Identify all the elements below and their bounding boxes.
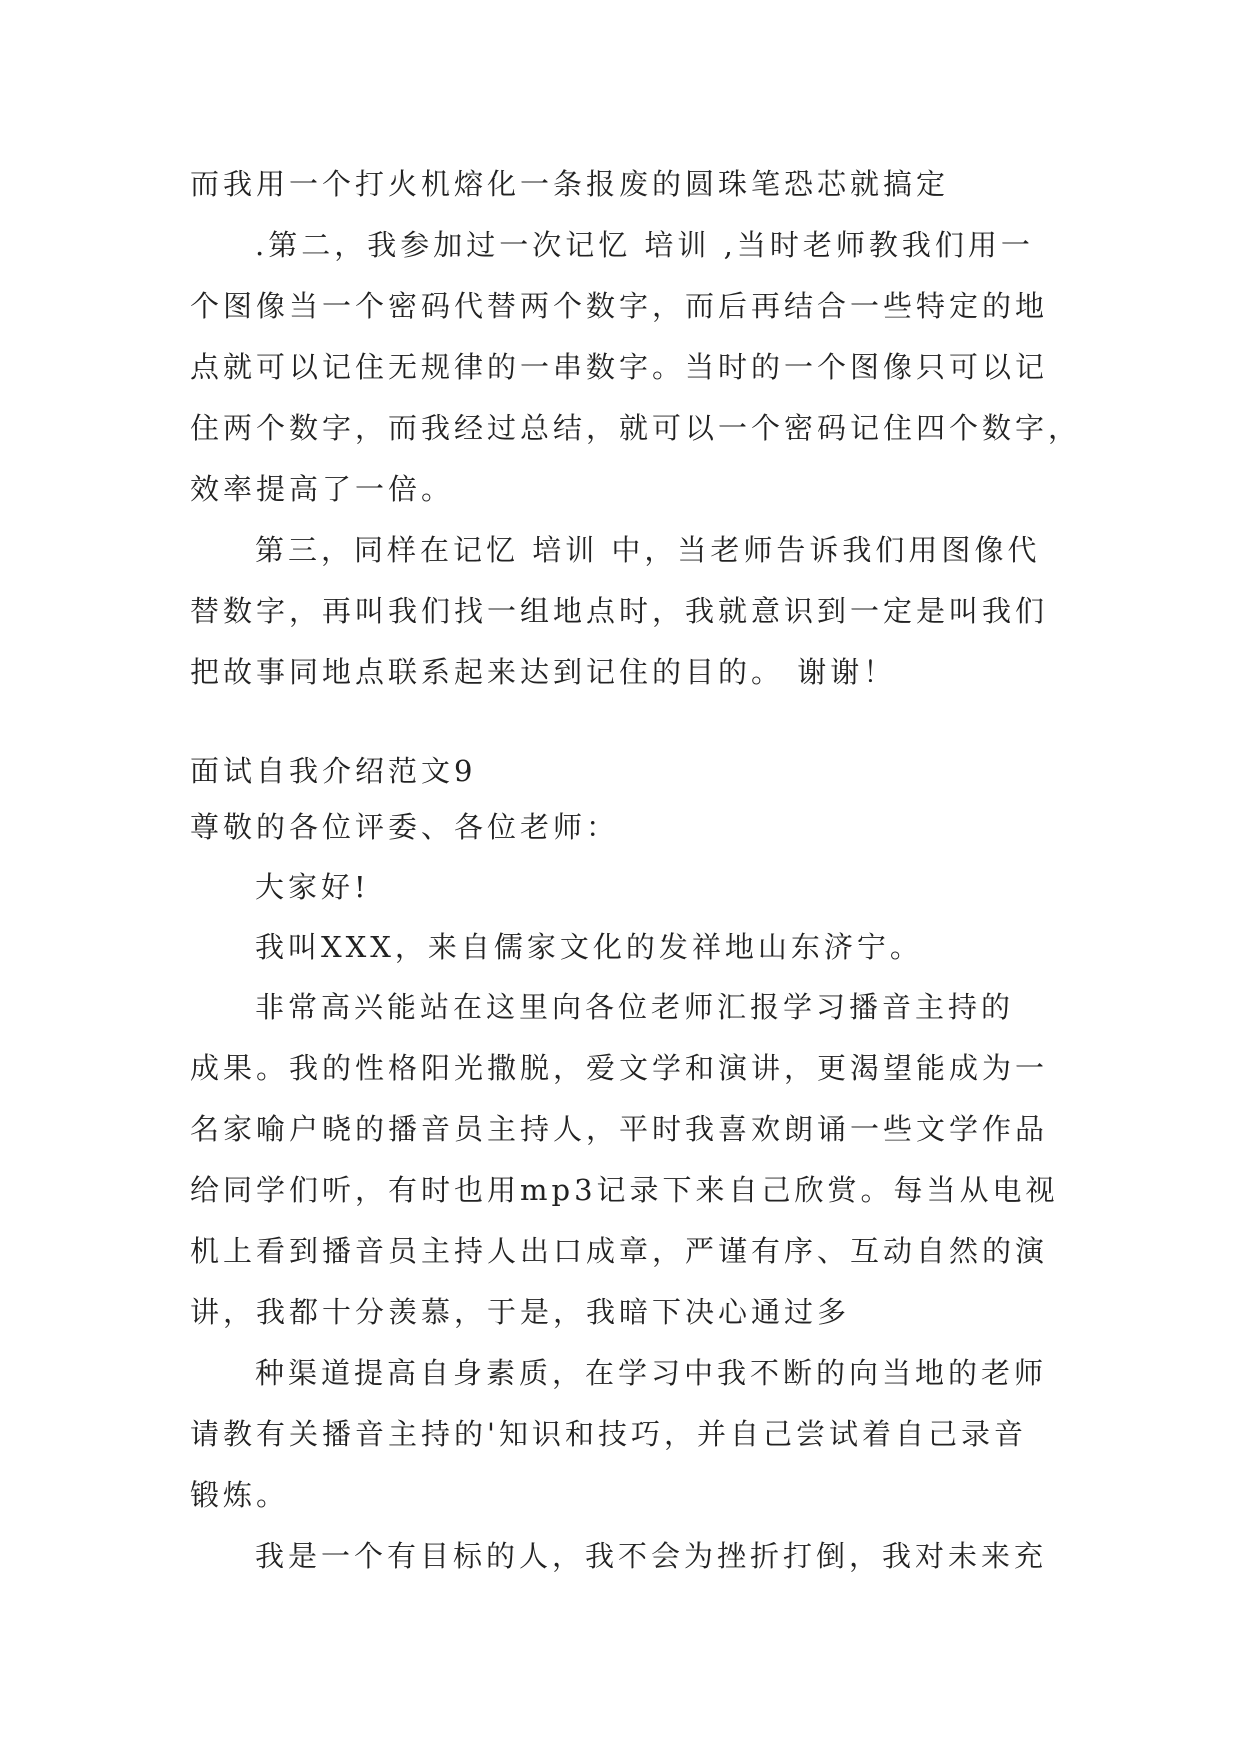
salutation: 尊敬的各位评委、各位老师：	[190, 810, 620, 844]
text-line: 锻炼。	[190, 1478, 290, 1512]
text-line: 住两个数字，而我经过总结，就可以一个密码记住四个数字，	[190, 411, 1082, 445]
text-line: 点就可以记住无规律的一串数字。当时的一个图像只可以记	[190, 350, 1049, 384]
text-line: 效率提高了一倍。	[190, 472, 455, 506]
text-line: 非常高兴能站在这里向各位老师汇报学习播音主持的	[255, 990, 1015, 1024]
text-line: 我是一个有目标的人，我不会为挫折打倒，我对未来充	[255, 1539, 1048, 1573]
text-line: 请教有关播音主持的'知识和技巧，并自己尝试着自己录音	[190, 1417, 1027, 1451]
section-heading: 面试自我介绍范文9	[190, 754, 477, 788]
text-line: 成果。我的性格阳光撒脱，爱文学和演讲，更渴望能成为一	[190, 1051, 1049, 1085]
text-line: 讲，我都十分羡慕，于是，我暗下决心通过多	[190, 1295, 851, 1329]
text-line: 机上看到播音员主持人出口成章，严谨有序、互动自然的演	[190, 1234, 1049, 1268]
text-line: 种渠道提高自身素质，在学习中我不断的向当地的老师	[255, 1356, 1048, 1390]
text-line: 替数字，再叫我们找一组地点时，我就意识到一定是叫我们	[190, 594, 1049, 628]
text-line: 而我用一个打火机熔化一条报废的圆珠笔恐芯就搞定	[190, 167, 950, 201]
text-line: 个图像当一个密码代替两个数字，而后再结合一些特定的地	[190, 289, 1049, 323]
text-line: 我叫XXX，来自儒家文化的发祥地山东济宁。	[255, 930, 923, 964]
text-line: 把故事同地点联系起来达到记住的目的。 谢谢！	[190, 655, 897, 689]
text-line: 第三，同样在记忆 培训 中，当老师告诉我们用图像代	[255, 533, 1041, 567]
text-line: 名家喻户晓的播音员主持人，平时我喜欢朗诵一些文学作品	[190, 1112, 1049, 1146]
text-line: 给同学们听，有时也用mp3记录下来自己欣赏。每当从电视	[190, 1173, 1059, 1207]
greeting: 大家好!	[255, 870, 370, 904]
text-line: .第二，我参加过一次记忆 培训 ,当时老师教我们用一	[255, 228, 1034, 262]
